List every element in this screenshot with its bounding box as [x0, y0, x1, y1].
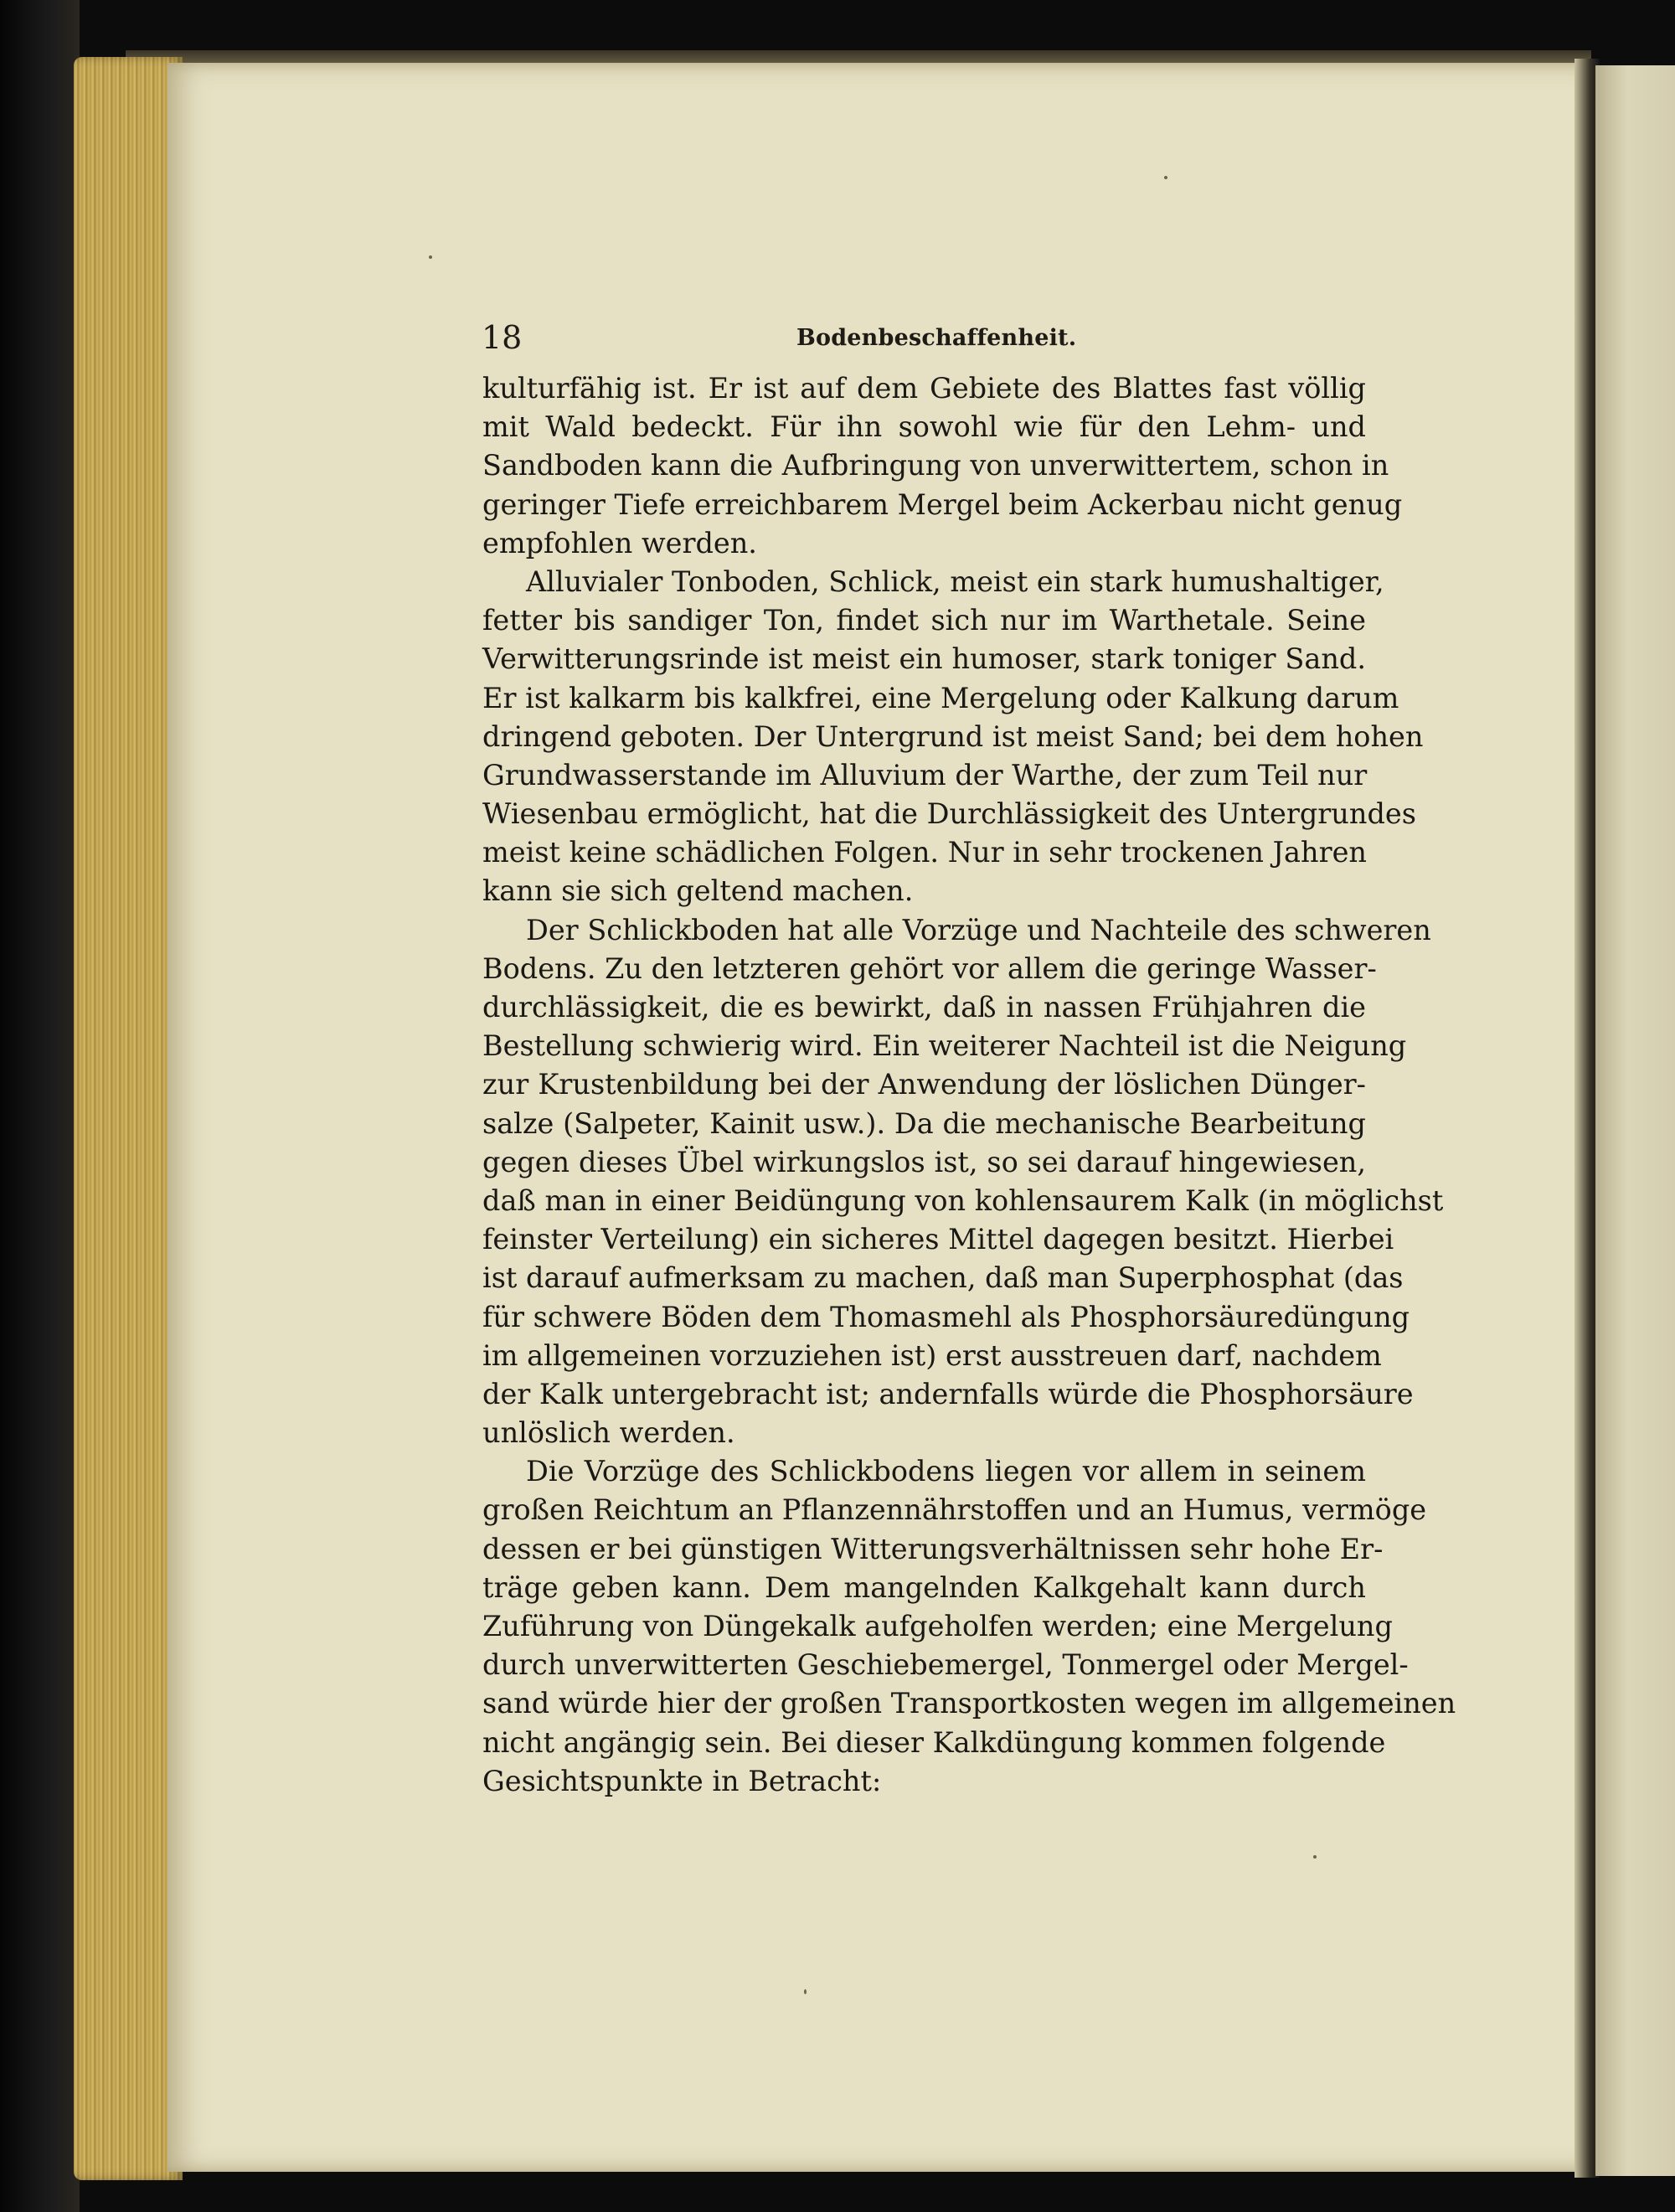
- page-number: 18: [482, 319, 523, 356]
- running-head: [482, 317, 1365, 358]
- text-line: Bestellung schwierig wird. Ein weiterer Nachteil ist die Neigung: [482, 1029, 1407, 1063]
- text-line: Sandboden kann die Aufbringung von unverwittertem, schon in: [482, 449, 1389, 482]
- paper-speck: [1164, 176, 1167, 179]
- text-line: großen Reichtum an Pflanzennährstoffen und an Humus, vermöge: [482, 1493, 1427, 1527]
- text-line: Wiesenbau ermöglicht, hat die Durchlässigkeit des Untergrundes: [482, 797, 1416, 831]
- text-line: empfohlen werden.: [482, 526, 757, 559]
- text-line: für schwere Böden dem Thomasmehl als Phosphorsäuredüngung: [482, 1300, 1410, 1333]
- text-line: im allgemeinen vorzuziehen ist) erst ausstreuen darf, nachdem: [482, 1338, 1382, 1372]
- text-line: Bodens. Zu den letzteren gehört vor allem die geringe Wasser-: [482, 951, 1377, 985]
- body-text: [482, 369, 1456, 1801]
- paper-speck: [1313, 1855, 1317, 1859]
- text-line: kulturfähig ist. Er ist auf dem Gebiete des Blattes fast völlig: [482, 372, 1366, 405]
- text-line: nicht angängig sein. Bei dieser Kalkdüngung kommen folgende: [482, 1725, 1386, 1759]
- text-line: dessen er bei günstigen Witterungsverhältnissen sehr hohe Er-: [482, 1532, 1384, 1565]
- text-line: durch unverwitterten Geschiebemergel, Tonmergel oder Mergel-: [482, 1648, 1409, 1682]
- running-title: Bodenbeschaffenheit.: [796, 325, 1077, 351]
- text-line: Grundwasserstande im Alluvium der Warthe, der zum Teil nur: [482, 758, 1368, 791]
- text-line: träge geben kann. Dem mangelnden Kalkgehalt kann durch: [482, 1570, 1366, 1604]
- text-line: der Kalk untergebracht ist; andernfalls würde die Phosphorsäure: [482, 1377, 1414, 1410]
- text-line: meist keine schädlichen Folgen. Nur in sehr trockenen Jahren: [482, 836, 1367, 869]
- text-line: sand würde hier der großen Transportkosten wegen im allgemeinen: [482, 1687, 1456, 1720]
- text-line: geringer Tiefe erreichbarem Mergel beim Ackerbau nicht genug: [482, 487, 1403, 521]
- text-line: mit Wald bedeckt. Für ihn sowohl wie für den Lehm- und: [482, 410, 1366, 444]
- text-line: durchlässigkeit, die es bewirkt, daß in nassen Frühjahren die: [482, 991, 1366, 1024]
- paragraph-first-line: Die Vorzüge des Schlickbodens liegen vor allem in seinem: [526, 1455, 1366, 1488]
- text-line: daß man in einer Beidüngung von kohlensaurem Kalk (in möglichst: [482, 1183, 1444, 1217]
- text-line: zur Krustenbildung bei der Anwendung der löslichen Dünger-: [482, 1068, 1366, 1101]
- paper-speck: [429, 255, 432, 259]
- text-line: ist darauf aufmerksam zu machen, daß man Superphosphat (das: [482, 1261, 1404, 1295]
- text-line: Er ist kalkarm bis kalkfrei, eine Mergelung oder Kalkung darum: [482, 681, 1399, 714]
- book-cover-edge: [0, 0, 80, 2212]
- text-line: gegen dieses Übel wirkungslos ist, so sei darauf hingewiesen,: [482, 1145, 1366, 1178]
- text-line: dringend geboten. Der Untergrund ist meist Sand; bei dem hohen: [482, 719, 1424, 753]
- text-line: feinster Verteilung) ein sicheres Mittel dagegen besitzt. Hierbei: [482, 1223, 1394, 1256]
- text-line: kann sie sich geltend machen.: [482, 874, 914, 908]
- facing-page-edge: [1595, 65, 1675, 2176]
- paragraph-first-line: Der Schlickboden hat alle Vorzüge und Nachteile des schweren: [526, 913, 1431, 946]
- text-line: Zuführung von Düngekalk aufgeholfen werden; eine Mergelung: [482, 1610, 1393, 1642]
- paragraph-first-line: Alluvialer Tonboden, Schlick, meist ein stark humushaltiger,: [526, 565, 1384, 598]
- paper-speck: [804, 1989, 807, 1994]
- gilt-page-edges: [74, 57, 183, 2180]
- text-line: Verwitterungsrinde ist meist ein humoser, stark toniger Sand.: [482, 642, 1366, 676]
- text-line: fetter bis sandiger Ton, findet sich nur im Warthetale. Seine: [482, 604, 1366, 637]
- text-line: unlöslich werden.: [482, 1416, 735, 1450]
- text-line: salze (Salpeter, Kainit usw.). Da die mechanische Bearbeitung: [482, 1106, 1366, 1140]
- text-line: Gesichtspunkte in Betracht:: [482, 1764, 882, 1797]
